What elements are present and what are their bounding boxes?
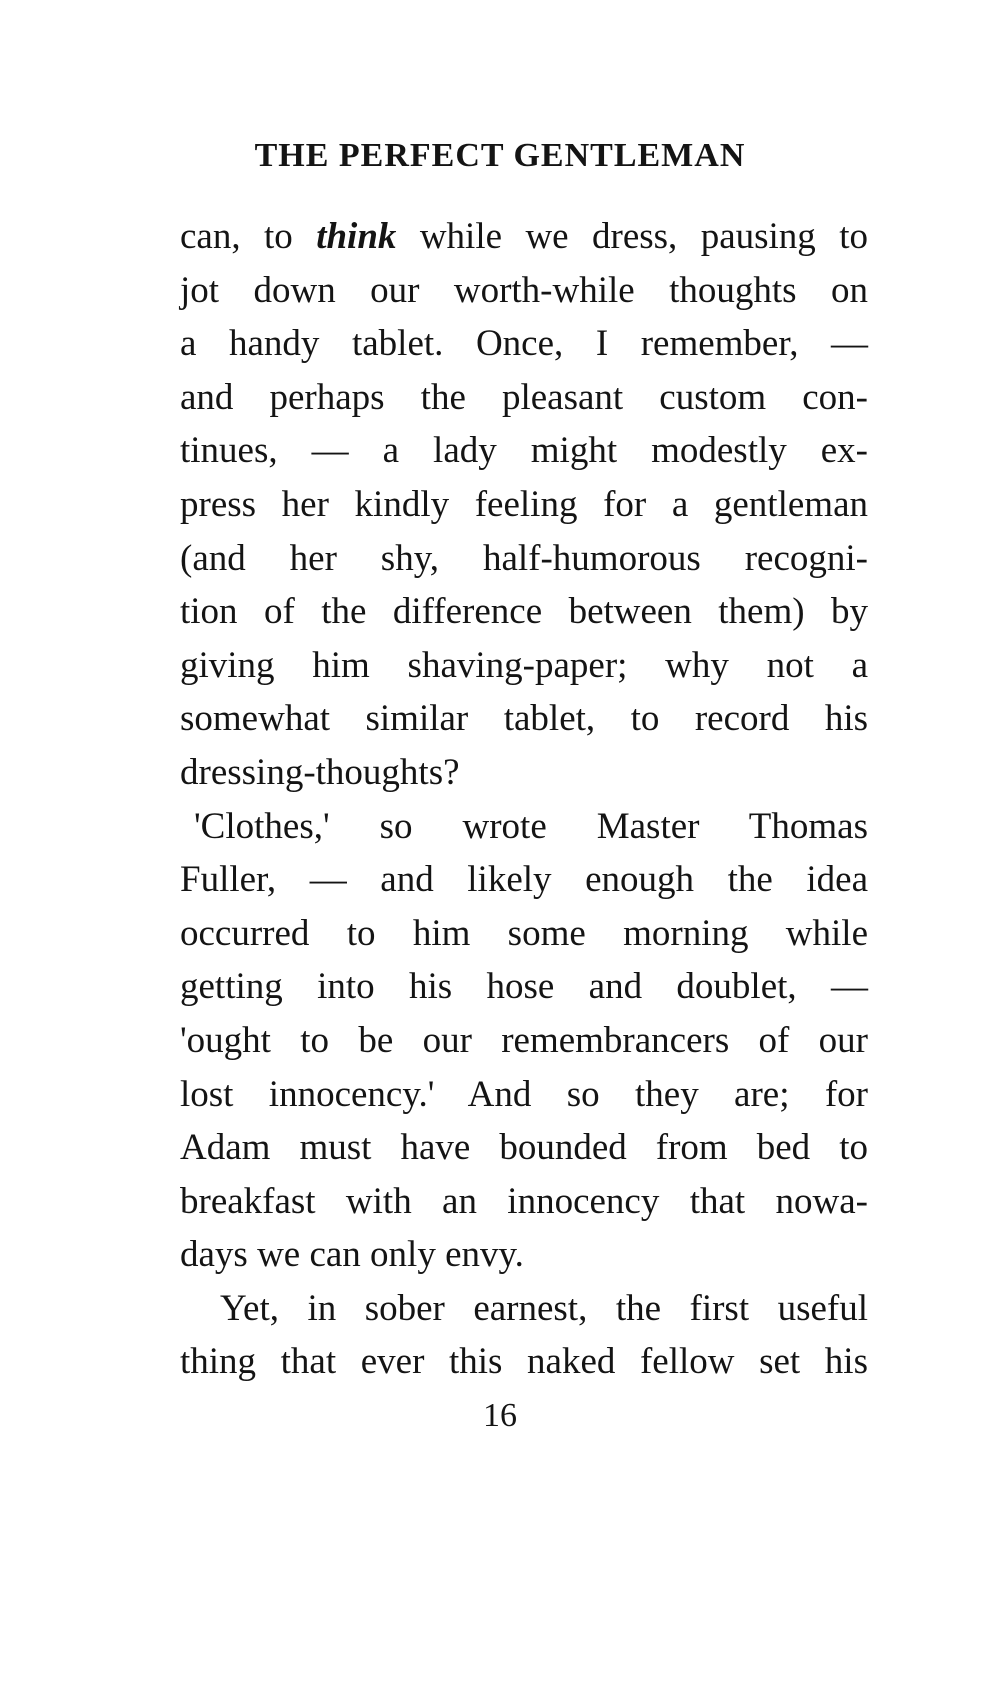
text-line: Fuller, — and likely enough the idea xyxy=(180,859,868,901)
emphasized-word: think xyxy=(316,216,397,257)
page-number: 16 xyxy=(483,1397,517,1434)
running-title: THE PERFECT GENTLEMAN xyxy=(254,137,746,174)
text-line: 'ought to be our remembrancers of our xyxy=(180,1019,868,1061)
text-line: tion of the difference between them) by xyxy=(180,591,868,633)
text-line: press her kindly feeling for a gentleman xyxy=(180,483,868,525)
body-text xyxy=(180,210,868,1389)
text-line: days we can only envy. xyxy=(180,1234,524,1276)
text-line: and perhaps the pleasant custom con- xyxy=(180,376,868,418)
text-line: a handy tablet. Once, I remember, — xyxy=(180,323,868,365)
text-line: tinues, — a lady might modestly ex- xyxy=(180,430,868,472)
text-line: 'Clothes,' so wrote Master Thomas xyxy=(194,805,868,847)
text-line: giving him shaving-paper; why not a xyxy=(180,644,868,686)
text-line: breakfast with an innocency that nowa- xyxy=(180,1180,868,1222)
text-line: Adam must have bounded from bed to xyxy=(180,1127,868,1169)
text-line: can, to think while we dress, pausing to xyxy=(180,216,868,257)
text-line: getting into his hose and doublet, — xyxy=(180,966,868,1008)
text-line: thing that ever this naked fellow set his xyxy=(180,1341,868,1383)
text-line: (and her shy, half-humorous recogni- xyxy=(180,537,868,579)
text-line: Yet, in sober earnest, the first useful xyxy=(220,1287,868,1329)
text-line: somewhat similar tablet, to record his xyxy=(180,698,868,740)
text-line: dressing-thoughts? xyxy=(180,751,460,793)
text-line: lost innocency.' And so they are; for xyxy=(180,1073,868,1115)
text-line: jot down our worth-while thoughts on xyxy=(180,269,868,311)
text-line: occurred to him some morning while xyxy=(180,912,868,954)
